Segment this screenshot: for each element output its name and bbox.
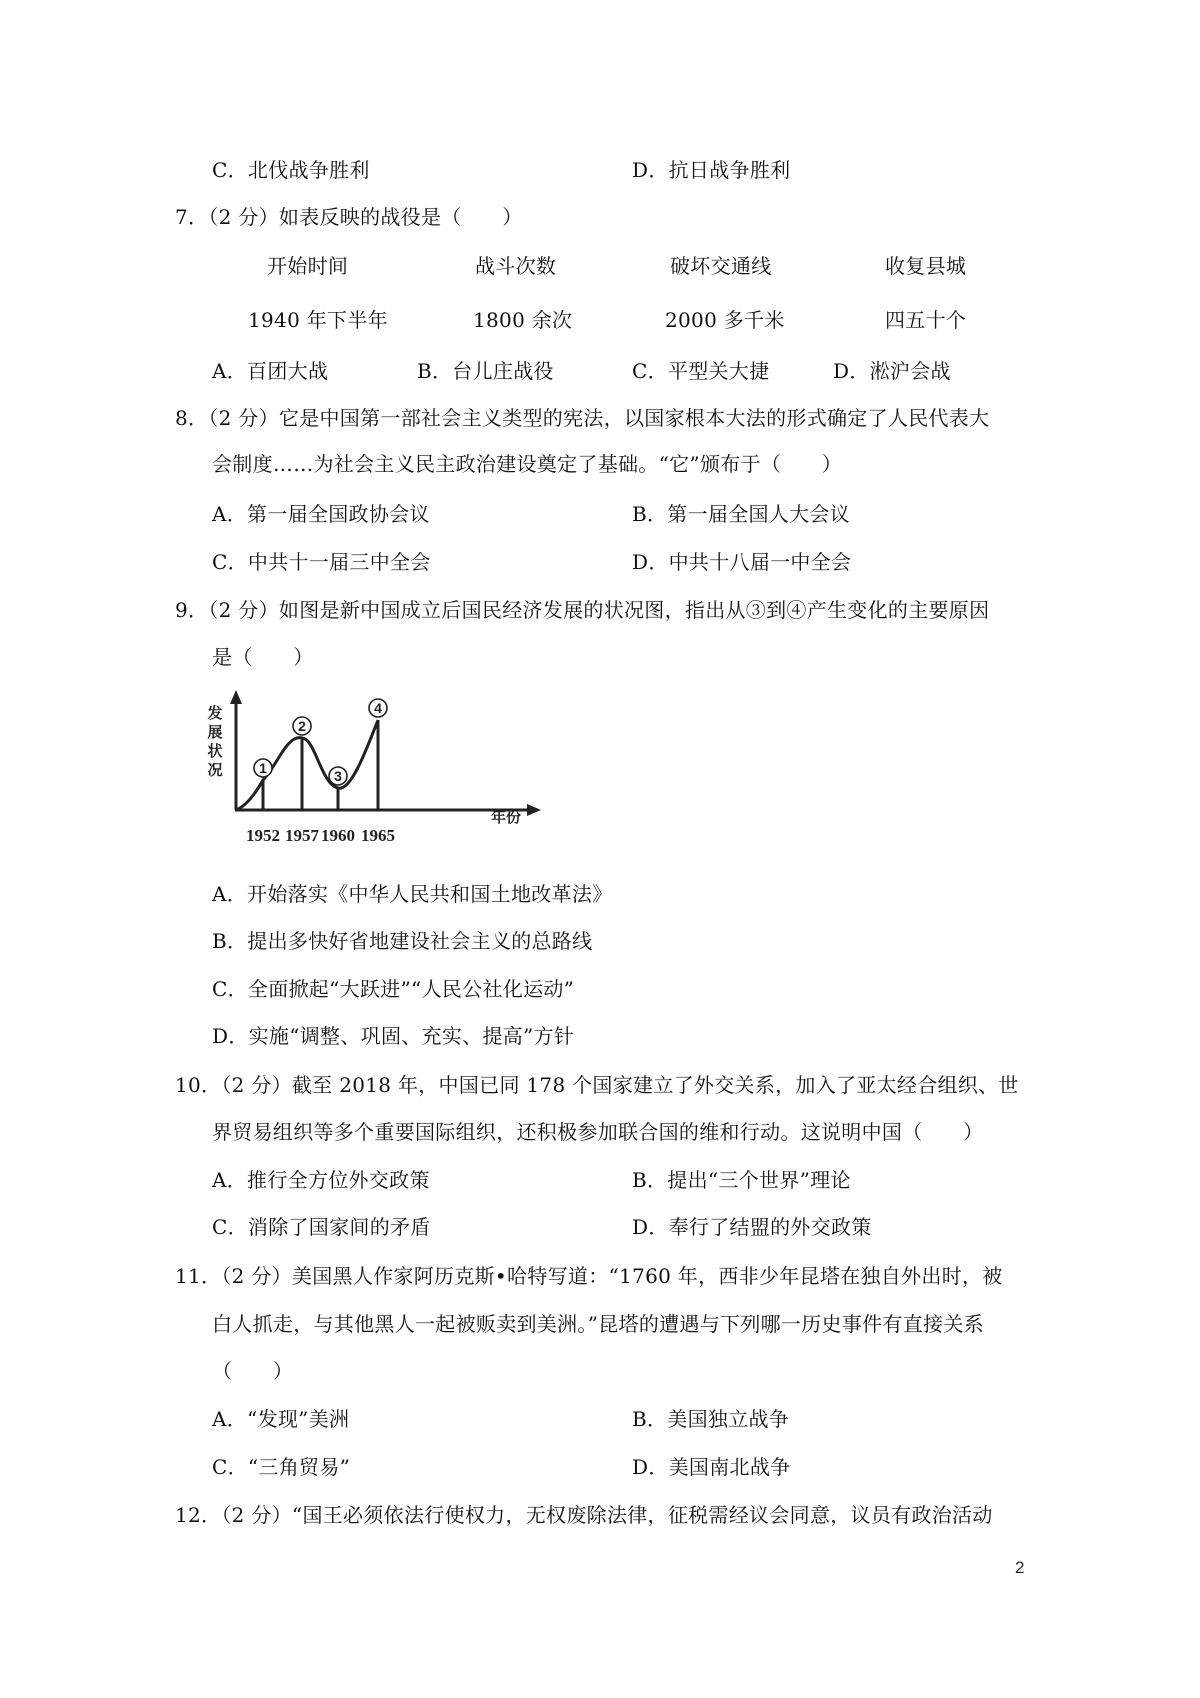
q11-stem-line-3: （ ） <box>212 1359 294 1383</box>
q11-option-b: B．美国独立战争 <box>632 1407 790 1431</box>
q12-stem-line-1: 12．（2 分）“国王必须依法行使权力，无权废除法律，征税需经议会同意，议员有政治活动 <box>175 1503 993 1527</box>
q8-stem-line-2: 会制度……为社会主义民主政治建设奠定了基础。“它”颁布于（ ） <box>212 452 843 476</box>
q7-header-transport: 破坏交通线 <box>670 254 772 278</box>
q9-option-c: C．全面掀起“大跃进”“人民公社化运动” <box>212 977 575 1001</box>
x-tick-1957: 1957 <box>285 826 319 845</box>
x-tick-1960: 1960 <box>321 826 355 845</box>
q6-option-d: D．抗日战争胜利 <box>632 158 791 182</box>
q10-option-b: B．提出“三个世界”理论 <box>632 1168 851 1192</box>
q7-cell-counties: 四五十个 <box>885 308 967 332</box>
y-axis-label <box>206 704 222 779</box>
q10-option-d: D．奉行了结盟的外交政策 <box>632 1215 872 1239</box>
page-number: 2 <box>1015 1558 1025 1577</box>
q6-option-c: C．北伐战争胜利 <box>212 158 370 182</box>
q9-stem-line-1: 9．（2 分）如图是新中国成立后国民经济发展的状况图，指出从③到④产生变化的主要原因 <box>175 598 990 622</box>
q7-stem: 7．（2 分）如表反映的战役是（ ） <box>175 205 523 229</box>
q10-stem-line-1: 10．（2 分）截至 2018 年，中国已同 178 个国家建立了外交关系，加入了亚太经合组织、世 <box>175 1073 1019 1097</box>
q8-option-d: D．中共十八届一中全会 <box>632 550 852 574</box>
q8-option-b: B．第一届全国人大会议 <box>632 502 850 526</box>
q8-stem-line-1: 8．（2 分）它是中国第一部社会主义类型的宪法，以国家根本大法的形式确定了人民代表大 <box>175 406 990 430</box>
q11-option-a: A．“发现”美洲 <box>212 1407 350 1431</box>
q7-option-d: D．淞沪会战 <box>833 359 951 383</box>
economy-development-chart <box>205 688 545 858</box>
x-axis-label: 年份 <box>491 808 522 826</box>
x-tick-1965: 1965 <box>361 826 395 845</box>
q9-option-b: B．提出多快好省地建设社会主义的总路线 <box>212 929 593 953</box>
q10-option-c: C．消除了国家间的矛盾 <box>212 1215 431 1239</box>
q7-option-c: C．平型关大捷 <box>632 359 770 383</box>
y-axis-label-char: 况 <box>207 761 223 779</box>
q9-option-d: D．实施“调整、巩固、充实、提高”方针 <box>212 1024 575 1048</box>
q7-cell-start: 1940 年下半年 <box>248 308 388 332</box>
y-axis-label-char: 发 <box>207 704 223 722</box>
q9-stem-line-2: 是（ ） <box>212 645 314 669</box>
q7-option-b: B．台儿庄战役 <box>417 359 554 383</box>
q7-header-battles: 战斗次数 <box>475 254 557 278</box>
q7-option-a: A．百团大战 <box>212 359 329 383</box>
q7-cell-battles: 1800 余次 <box>473 308 573 332</box>
y-axis-label-char: 展 <box>207 723 223 741</box>
q8-option-a: A．第一届全国政协会议 <box>212 502 430 526</box>
q11-stem-line-2: 白人抓走，与其他黑人一起被贩卖到美洲。”昆塔的遭遇与下列哪一历史事件有直接关系 <box>212 1312 984 1336</box>
q11-option-c: C．“三角贸易” <box>212 1455 351 1479</box>
x-axis-arrow <box>527 804 541 816</box>
q7-header-start: 开始时间 <box>267 254 349 278</box>
point-marker-label-1: 1 <box>259 760 267 776</box>
point-marker-label-4: 4 <box>374 700 382 716</box>
q11-option-d: D．美国南北战争 <box>632 1455 791 1479</box>
x-tick-1952: 1952 <box>246 826 280 845</box>
q10-option-a: A．推行全方位外交政策 <box>212 1168 430 1192</box>
y-axis-arrow <box>230 690 242 704</box>
y-axis-label-char: 状 <box>207 742 223 760</box>
q10-stem-line-2: 界贸易组织等多个重要国际组织，还积极参加联合国的维和行动。这说明中国（ ） <box>212 1120 984 1144</box>
q11-stem-line-1: 11．（2 分）美国黑人作家阿历克斯•哈特写道：“1760 年，西非少年昆塔在独自外出时，被 <box>175 1264 1003 1288</box>
q7-cell-transport: 2000 多千米 <box>665 308 785 332</box>
point-marker-label-3: 3 <box>334 768 342 784</box>
q8-option-c: C．中共十一届三中全会 <box>212 550 431 574</box>
q9-option-a: A．开始落实《中华人民共和国土地改革法》 <box>212 882 613 906</box>
q7-header-counties: 收复县城 <box>885 254 967 278</box>
point-marker-label-2: 2 <box>298 718 306 734</box>
